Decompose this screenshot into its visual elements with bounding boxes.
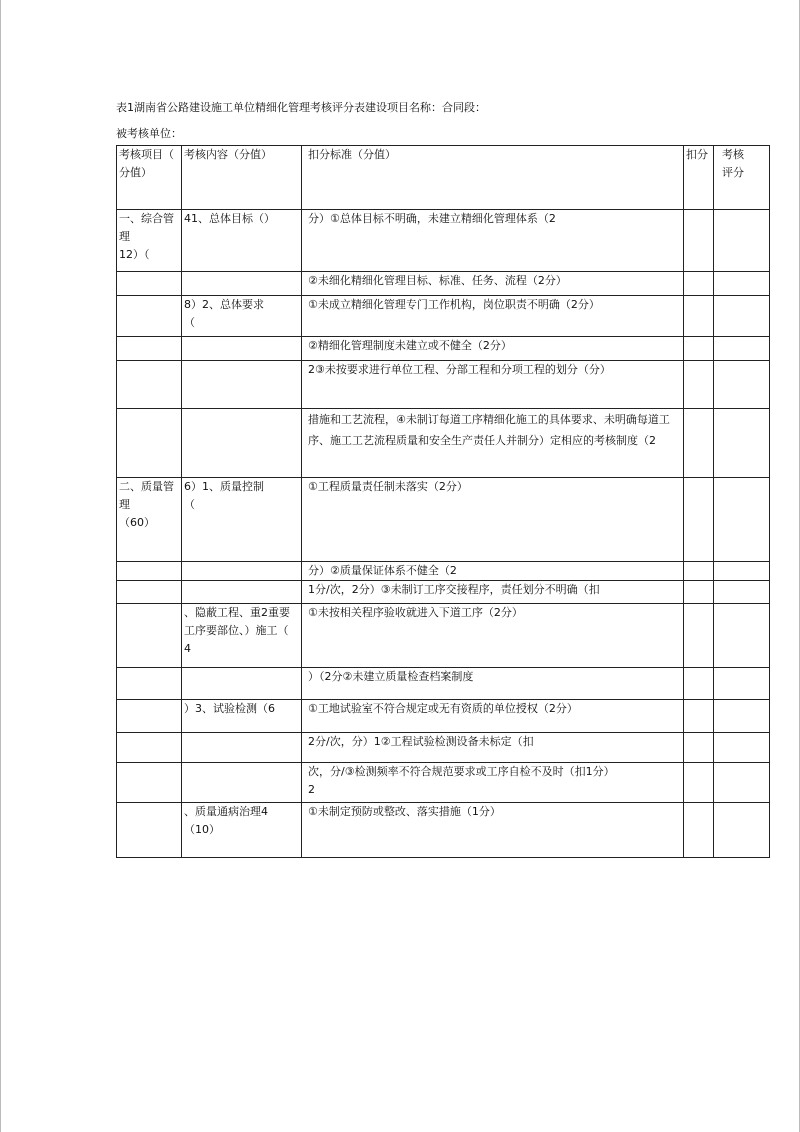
assessment-content-cell: 8）2、总体要求 （ <box>182 296 302 337</box>
deduction-cell <box>684 562 714 581</box>
score-cell <box>714 803 770 858</box>
table-row <box>117 562 770 581</box>
assessment-item-cell <box>117 763 182 803</box>
assessment-content-cell <box>182 562 302 581</box>
score-cell <box>714 361 770 409</box>
assessment-item-cell <box>117 700 182 733</box>
deduction-cell <box>684 296 714 337</box>
page-border-left <box>0 0 1 1132</box>
assessment-item-cell <box>117 272 182 296</box>
assessment-item-cell: 二、质量管 理 （60） <box>117 478 182 562</box>
deduction-cell <box>684 478 714 562</box>
assessment-item-cell <box>117 337 182 361</box>
assessment-content-cell: 、隐蔽工程、重2重要 工序要部位、）施工（ 4 <box>182 604 302 668</box>
assessment-item-cell <box>117 803 182 858</box>
deduction-cell <box>684 668 714 700</box>
score-cell <box>714 562 770 581</box>
table-row <box>117 604 770 668</box>
assessment-content-cell <box>182 668 302 700</box>
table-row <box>117 337 770 361</box>
deduction-cell <box>684 604 714 668</box>
assessment-item-cell <box>117 604 182 668</box>
deduction-criteria-cell: ①工程质量责任制未落实（2分） <box>302 478 684 562</box>
scoring-table <box>116 145 770 858</box>
assessment-item-cell: 一、综合管 理 12）（ <box>117 210 182 272</box>
deduction-criteria-cell: ①工地试验室不符合规定或无有资质的单位授权（2分） <box>302 700 684 733</box>
header-score: 考核 评分 <box>714 146 770 210</box>
deduction-criteria-cell: ①未按相关程序验收就进入下道工序（2分） <box>302 604 684 668</box>
score-cell <box>714 296 770 337</box>
assessment-content-cell <box>182 763 302 803</box>
assessment-item-cell <box>117 668 182 700</box>
deduction-cell <box>684 210 714 272</box>
assessment-content-cell <box>182 337 302 361</box>
table-row <box>117 296 770 337</box>
deduction-criteria-cell: 1分/次，2分）③未制订工序交接程序，责任划分不明确（扣 <box>302 581 684 604</box>
deduction-cell <box>684 763 714 803</box>
table-row <box>117 733 770 763</box>
assessment-item-cell <box>117 562 182 581</box>
header-row <box>117 146 770 210</box>
table-row <box>117 700 770 733</box>
deduction-cell <box>684 272 714 296</box>
assessment-content-cell <box>182 581 302 604</box>
score-cell <box>714 700 770 733</box>
assessed-unit-label: 被考核单位： <box>116 127 182 140</box>
deduction-cell <box>684 581 714 604</box>
header-assessment-content: 考核内容（分值） <box>182 146 302 210</box>
assessment-content-cell: ）3、试验检测（6 <box>182 700 302 733</box>
deduction-cell <box>684 361 714 409</box>
score-cell <box>714 272 770 296</box>
table-row <box>117 210 770 272</box>
table-row <box>117 763 770 803</box>
score-cell <box>714 668 770 700</box>
assessment-content-cell: 6）1、质量控制 （ <box>182 478 302 562</box>
deduction-cell <box>684 733 714 763</box>
deduction-criteria-cell: 2分/次，分）1②工程试验检测设备未标定（扣 <box>302 733 684 763</box>
deduction-criteria-cell: 次，分/③检测频率不符合规范要求或工序自检不及时（扣1分） 2 <box>302 763 684 803</box>
assessment-content-cell <box>182 409 302 478</box>
table-row <box>117 361 770 409</box>
deduction-criteria-cell: ①未成立精细化管理专门工作机构，岗位职责不明确（2分） <box>302 296 684 337</box>
deduction-criteria-cell: ②精细化管理制度未建立或不健全（2分） <box>302 337 684 361</box>
score-cell <box>714 733 770 763</box>
table-row <box>117 409 770 478</box>
assessment-item-cell <box>117 296 182 337</box>
score-cell <box>714 581 770 604</box>
deduction-cell <box>684 337 714 361</box>
score-cell <box>714 409 770 478</box>
table-row <box>117 478 770 562</box>
table-row <box>117 668 770 700</box>
deduction-criteria-cell: ）（2分②未建立质量检查档案制度 <box>302 668 684 700</box>
deduction-criteria-cell: 措施和工艺流程，④未制订每道工序精细化施工的具体要求、未明确每道工序、施工工艺流程质量和安全生产责任人并制分）定相应的考核制度（2 <box>302 409 684 478</box>
assessment-content-cell <box>182 272 302 296</box>
assessment-content-cell: 41、总体目标（） <box>182 210 302 272</box>
score-cell <box>714 763 770 803</box>
header-assessment-item: 考核项目（ 分值） <box>117 146 182 210</box>
assessment-content-cell: 、质量通病治理4 （10） <box>182 803 302 858</box>
deduction-cell <box>684 803 714 858</box>
table-row <box>117 581 770 604</box>
assessment-item-cell <box>117 361 182 409</box>
assessment-content-cell <box>182 733 302 763</box>
assessment-item-cell <box>117 581 182 604</box>
score-cell <box>714 210 770 272</box>
score-cell <box>714 337 770 361</box>
header-deduction: 扣分 <box>684 146 714 210</box>
assessment-content-cell <box>182 361 302 409</box>
deduction-criteria-cell: 分）②质量保证体系不健全（2 <box>302 562 684 581</box>
assessment-item-cell <box>117 733 182 763</box>
deduction-criteria-cell: 分）①总体目标不明确，未建立精细化管理体系（2 <box>302 210 684 272</box>
deduction-cell <box>684 409 714 478</box>
header-deduction-criteria: 扣分标准（分值） <box>302 146 684 210</box>
table-row <box>117 803 770 858</box>
deduction-criteria-cell: 2③未按要求进行单位工程、分部工程和分项工程的划分（分） <box>302 361 684 409</box>
assessment-item-cell <box>117 409 182 478</box>
score-cell <box>714 478 770 562</box>
deduction-criteria-cell: ①未制定预防或整改、落实措施（1分） <box>302 803 684 858</box>
score-cell <box>714 604 770 668</box>
document-title: 表1湖南省公路建设施工单位精细化管理考核评分表建设项目名称：合同段： <box>116 101 486 114</box>
table-row <box>117 272 770 296</box>
deduction-criteria-cell: ②未细化精细化管理目标、标准、任务、流程（2分） <box>302 272 684 296</box>
deduction-cell <box>684 700 714 733</box>
